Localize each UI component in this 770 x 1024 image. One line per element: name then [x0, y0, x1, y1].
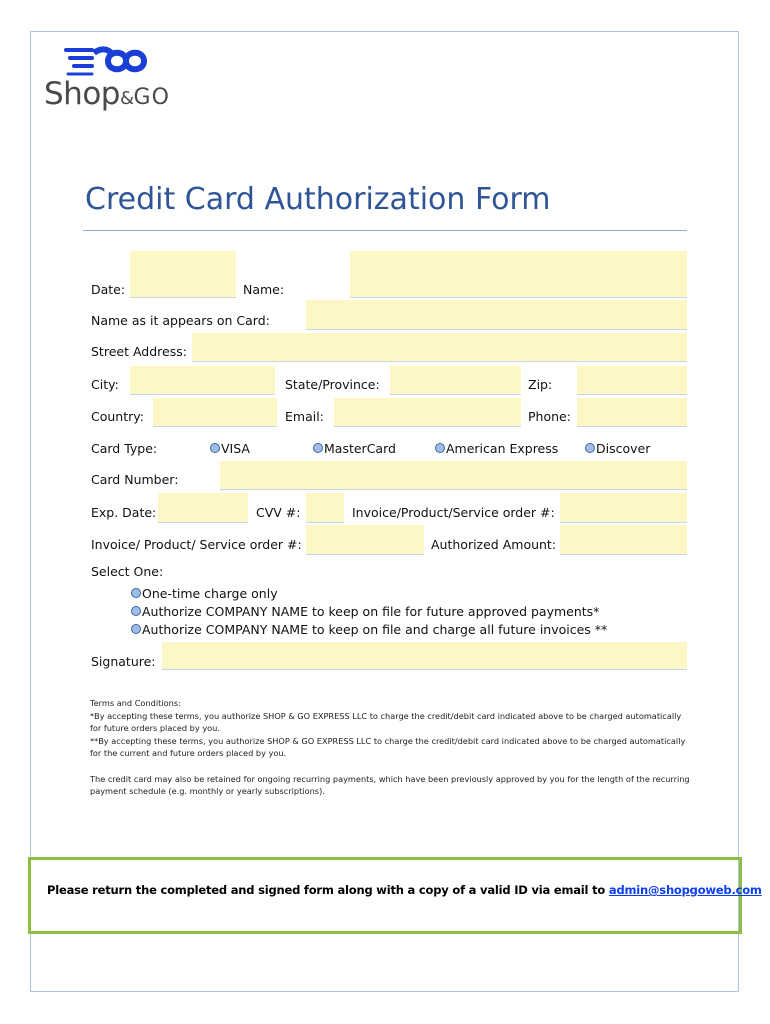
radio-button-icon[interactable] — [435, 443, 445, 453]
exp-date-label: Exp. Date: — [91, 505, 157, 520]
shop-and-go-logo — [44, 44, 190, 122]
radio-button-icon[interactable] — [585, 443, 595, 453]
name-label: Name: — [243, 282, 285, 297]
city-field[interactable] — [130, 366, 275, 395]
cvv-field[interactable] — [306, 493, 344, 523]
email-field[interactable] — [334, 398, 521, 427]
terms-and-conditions — [90, 697, 690, 798]
invoice-order-label: Invoice/Product/Service order #: — [352, 505, 555, 520]
card-number-label: Card Number: — [91, 472, 179, 487]
future-approved-payments-option[interactable]: Authorize COMPANY NAME to keep on file for future approved payments* — [131, 604, 599, 620]
radio-button-icon[interactable] — [131, 624, 141, 634]
card-type-discover-option[interactable]: Discover — [585, 441, 650, 457]
all-future-invoices-option[interactable]: Authorize COMPANY NAME to keep on file and charge all future invoices ** — [131, 622, 607, 638]
return-instructions: Please return the completed and signed form along with a copy of a valid ID via email to admin@shopgoweb.com — [47, 883, 762, 897]
signature-label: Signature: — [91, 654, 156, 669]
name-on-card-label: Name as it appears on Card: — [91, 313, 270, 328]
logo-wordmark: Shop&GO — [44, 76, 170, 112]
country-label: Country: — [91, 409, 144, 424]
state-province-label: State/Province: — [285, 377, 380, 392]
invoice-order-2-label: Invoice/ Product/ Service order #: — [91, 537, 302, 552]
phone-field[interactable] — [577, 398, 687, 427]
form-title: Credit Card Authorization Form — [85, 182, 551, 217]
radio-button-icon[interactable] — [131, 606, 141, 616]
title-divider — [83, 230, 687, 231]
invoice-order-field[interactable] — [560, 493, 687, 523]
terms-clause-current-and-future: **By accepting these terms, you authorize SHOP & GO EXPRESS LLC to charge the credit/debit card indicated above to be charged automatically for the current and future orders placed by you. — [90, 735, 686, 758]
country-field[interactable] — [153, 398, 277, 427]
date-field[interactable] — [130, 251, 236, 298]
authorized-amount-label: Authorized Amount: — [431, 537, 557, 552]
email-label: Email: — [285, 409, 324, 424]
card-type-mastercard-option[interactable]: MasterCard — [313, 441, 396, 457]
card-number-field[interactable] — [220, 461, 687, 490]
street-address-field[interactable] — [192, 333, 687, 362]
radio-button-icon[interactable] — [131, 588, 141, 598]
phone-label: Phone: — [528, 409, 571, 424]
radio-button-icon[interactable] — [313, 443, 323, 453]
exp-date-field[interactable] — [158, 493, 248, 523]
admin-email-link[interactable]: admin@shopgoweb.com — [608, 883, 762, 897]
invoice-order-2-field[interactable] — [306, 525, 424, 555]
city-label: City: — [91, 377, 119, 392]
terms-clause-future: *By accepting these terms, you authorize SHOP & GO EXPRESS LLC to charge the credit/debit card indicated above to be charged automatically for future orders placed by you. — [90, 710, 682, 733]
card-type-visa-option[interactable]: VISA — [210, 441, 250, 457]
select-one-label: Select One: — [91, 564, 164, 579]
street-address-label: Street Address: — [91, 344, 187, 359]
name-on-card-field[interactable] — [306, 300, 687, 330]
state-province-field[interactable] — [390, 366, 521, 395]
one-time-charge-option[interactable]: One-time charge only — [131, 586, 278, 602]
authorized-amount-field[interactable] — [560, 525, 687, 555]
date-label: Date: — [91, 282, 126, 297]
card-type-label: Card Type: — [91, 441, 158, 456]
return-instructions-box — [28, 857, 762, 934]
signature-field[interactable] — [162, 642, 687, 670]
cvv-label: CVV #: — [256, 505, 301, 520]
terms-recurring-payments: The credit card may also be retained for ongoing recurring payments, which have been previously approved by you for the length of the recurring payment schedule (e.g. monthly or yearly subscriptions). — [90, 773, 690, 796]
terms-heading: Terms and Conditions: — [90, 698, 181, 708]
zip-label: Zip: — [528, 377, 553, 392]
card-type-amex-option[interactable]: American Express — [435, 441, 558, 457]
radio-button-icon[interactable] — [210, 443, 220, 453]
zip-field[interactable] — [577, 366, 687, 395]
logo-mark-icon — [64, 44, 158, 78]
name-field[interactable] — [350, 251, 687, 298]
